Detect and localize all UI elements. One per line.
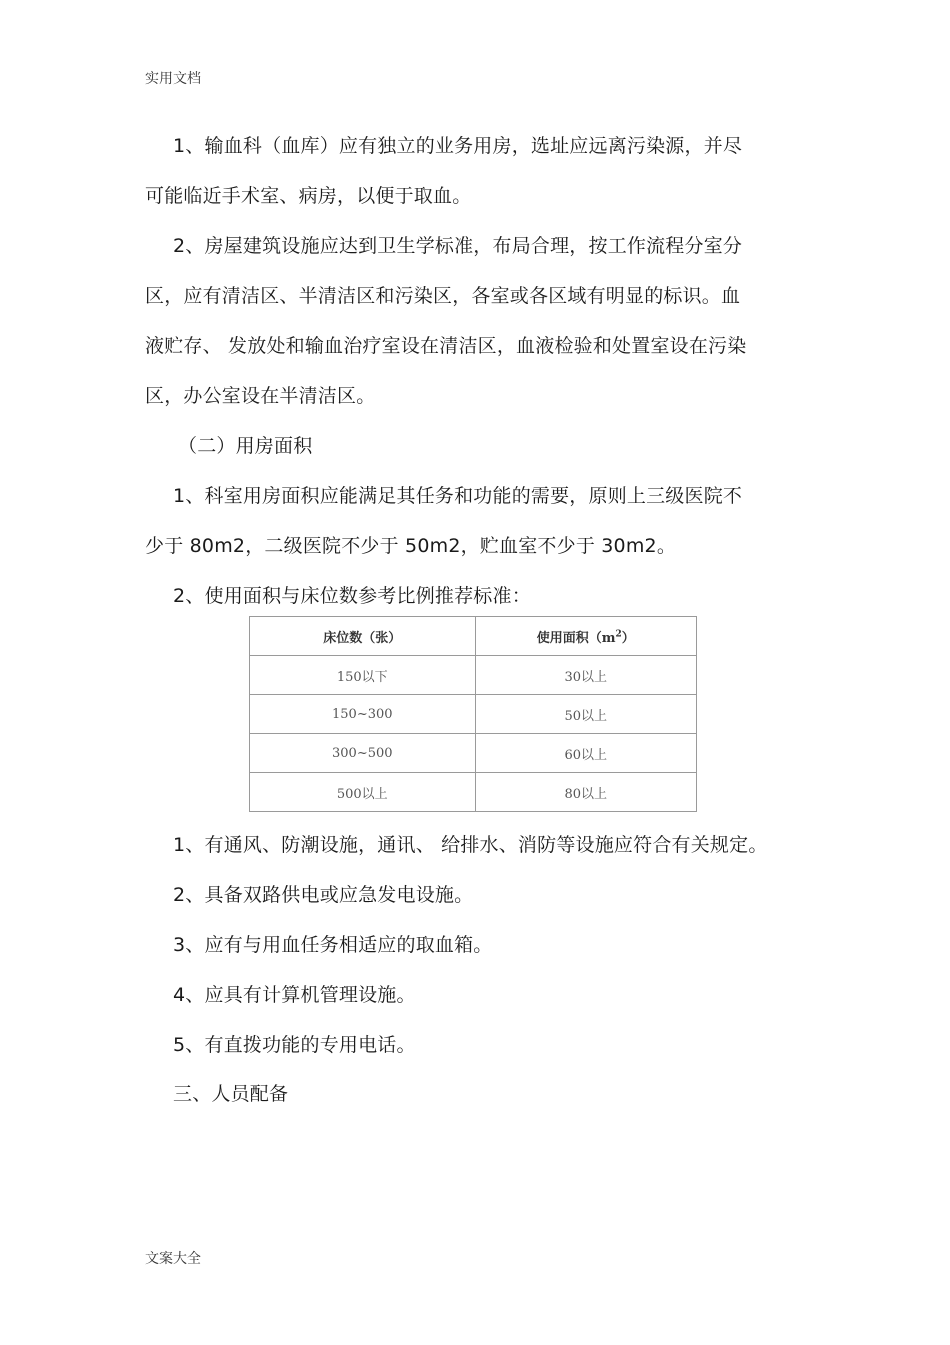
table-header-area — [475, 617, 696, 656]
table-header-beds: 床位数（张） — [250, 617, 476, 656]
paragraph-3-line-2: 少于 80m2，二级医院不少于 50m2，贮血室不少于 30m2。 — [145, 535, 677, 557]
paragraph-2-line-1: 2、房屋建筑设施应达到卫生学标准，布局合理，按工作流程分室分 — [173, 235, 743, 257]
facility-item-5: 5、有直拨功能的专用电话。 — [173, 1034, 416, 1056]
table-row — [250, 734, 697, 773]
table-cell-beds: 300~500 — [250, 734, 476, 773]
facility-item-2: 2、具备双路供电或应急发电设施。 — [173, 884, 474, 906]
paragraph-2-line-2: 区，应有清洁区、半清洁区和污染区，各室或各区域有明显的标识。血 — [145, 285, 741, 307]
table-cell-area: 30以上 — [475, 656, 696, 695]
facility-item-4: 4、应具有计算机管理设施。 — [173, 984, 416, 1006]
table-cell-area: 80以上 — [475, 773, 696, 812]
table-row — [250, 773, 697, 812]
page-header: 实用文档 — [145, 71, 201, 87]
table-row — [250, 695, 697, 734]
paragraph-1-line-2: 可能临近手术室、病房，以便于取血。 — [145, 185, 472, 207]
paragraph-2-line-3: 液贮存、 发放处和输血治疗室设在清洁区，血液检验和处置室设在污染 — [145, 335, 747, 357]
page-footer: 文案大全 — [145, 1251, 201, 1267]
table-row — [250, 656, 697, 695]
facility-item-1: 1、有通风、防潮设施，通讯、 给排水、消防等设施应符合有关规定。 — [173, 834, 768, 856]
table-header-area-sup: 2 — [615, 629, 622, 640]
area-standard-table — [249, 616, 697, 812]
table-header-area-close: ） — [621, 630, 635, 646]
paragraph-3-line-1: 1、科室用房面积应能满足其任务和功能的需要，原则上三级医院不 — [173, 485, 743, 507]
table-cell-beds: 500以上 — [250, 773, 476, 812]
section-heading-staff: 三、人员配备 — [173, 1083, 289, 1105]
table-cell-area: 50以上 — [475, 695, 696, 734]
table-cell-beds: 150~300 — [250, 695, 476, 734]
paragraph-1-line-1: 1、输血科（血库）应有独立的业务用房，选址应远离污染源，并尽 — [173, 135, 743, 157]
section-heading-area: （二）用房面积 — [178, 435, 313, 457]
paragraph-2-line-4: 区，办公室设在半清洁区。 — [145, 385, 376, 407]
table-header-row — [250, 617, 697, 656]
table-header-area-text: 使用面积（m — [536, 630, 616, 646]
table-cell-area: 60以上 — [475, 734, 696, 773]
facility-item-3: 3、应有与用血任务相适应的取血箱。 — [173, 934, 493, 956]
paragraph-4-line-1: 2、使用面积与床位数参考比例推荐标准： — [173, 585, 531, 607]
table-cell-beds: 150以下 — [250, 656, 476, 695]
